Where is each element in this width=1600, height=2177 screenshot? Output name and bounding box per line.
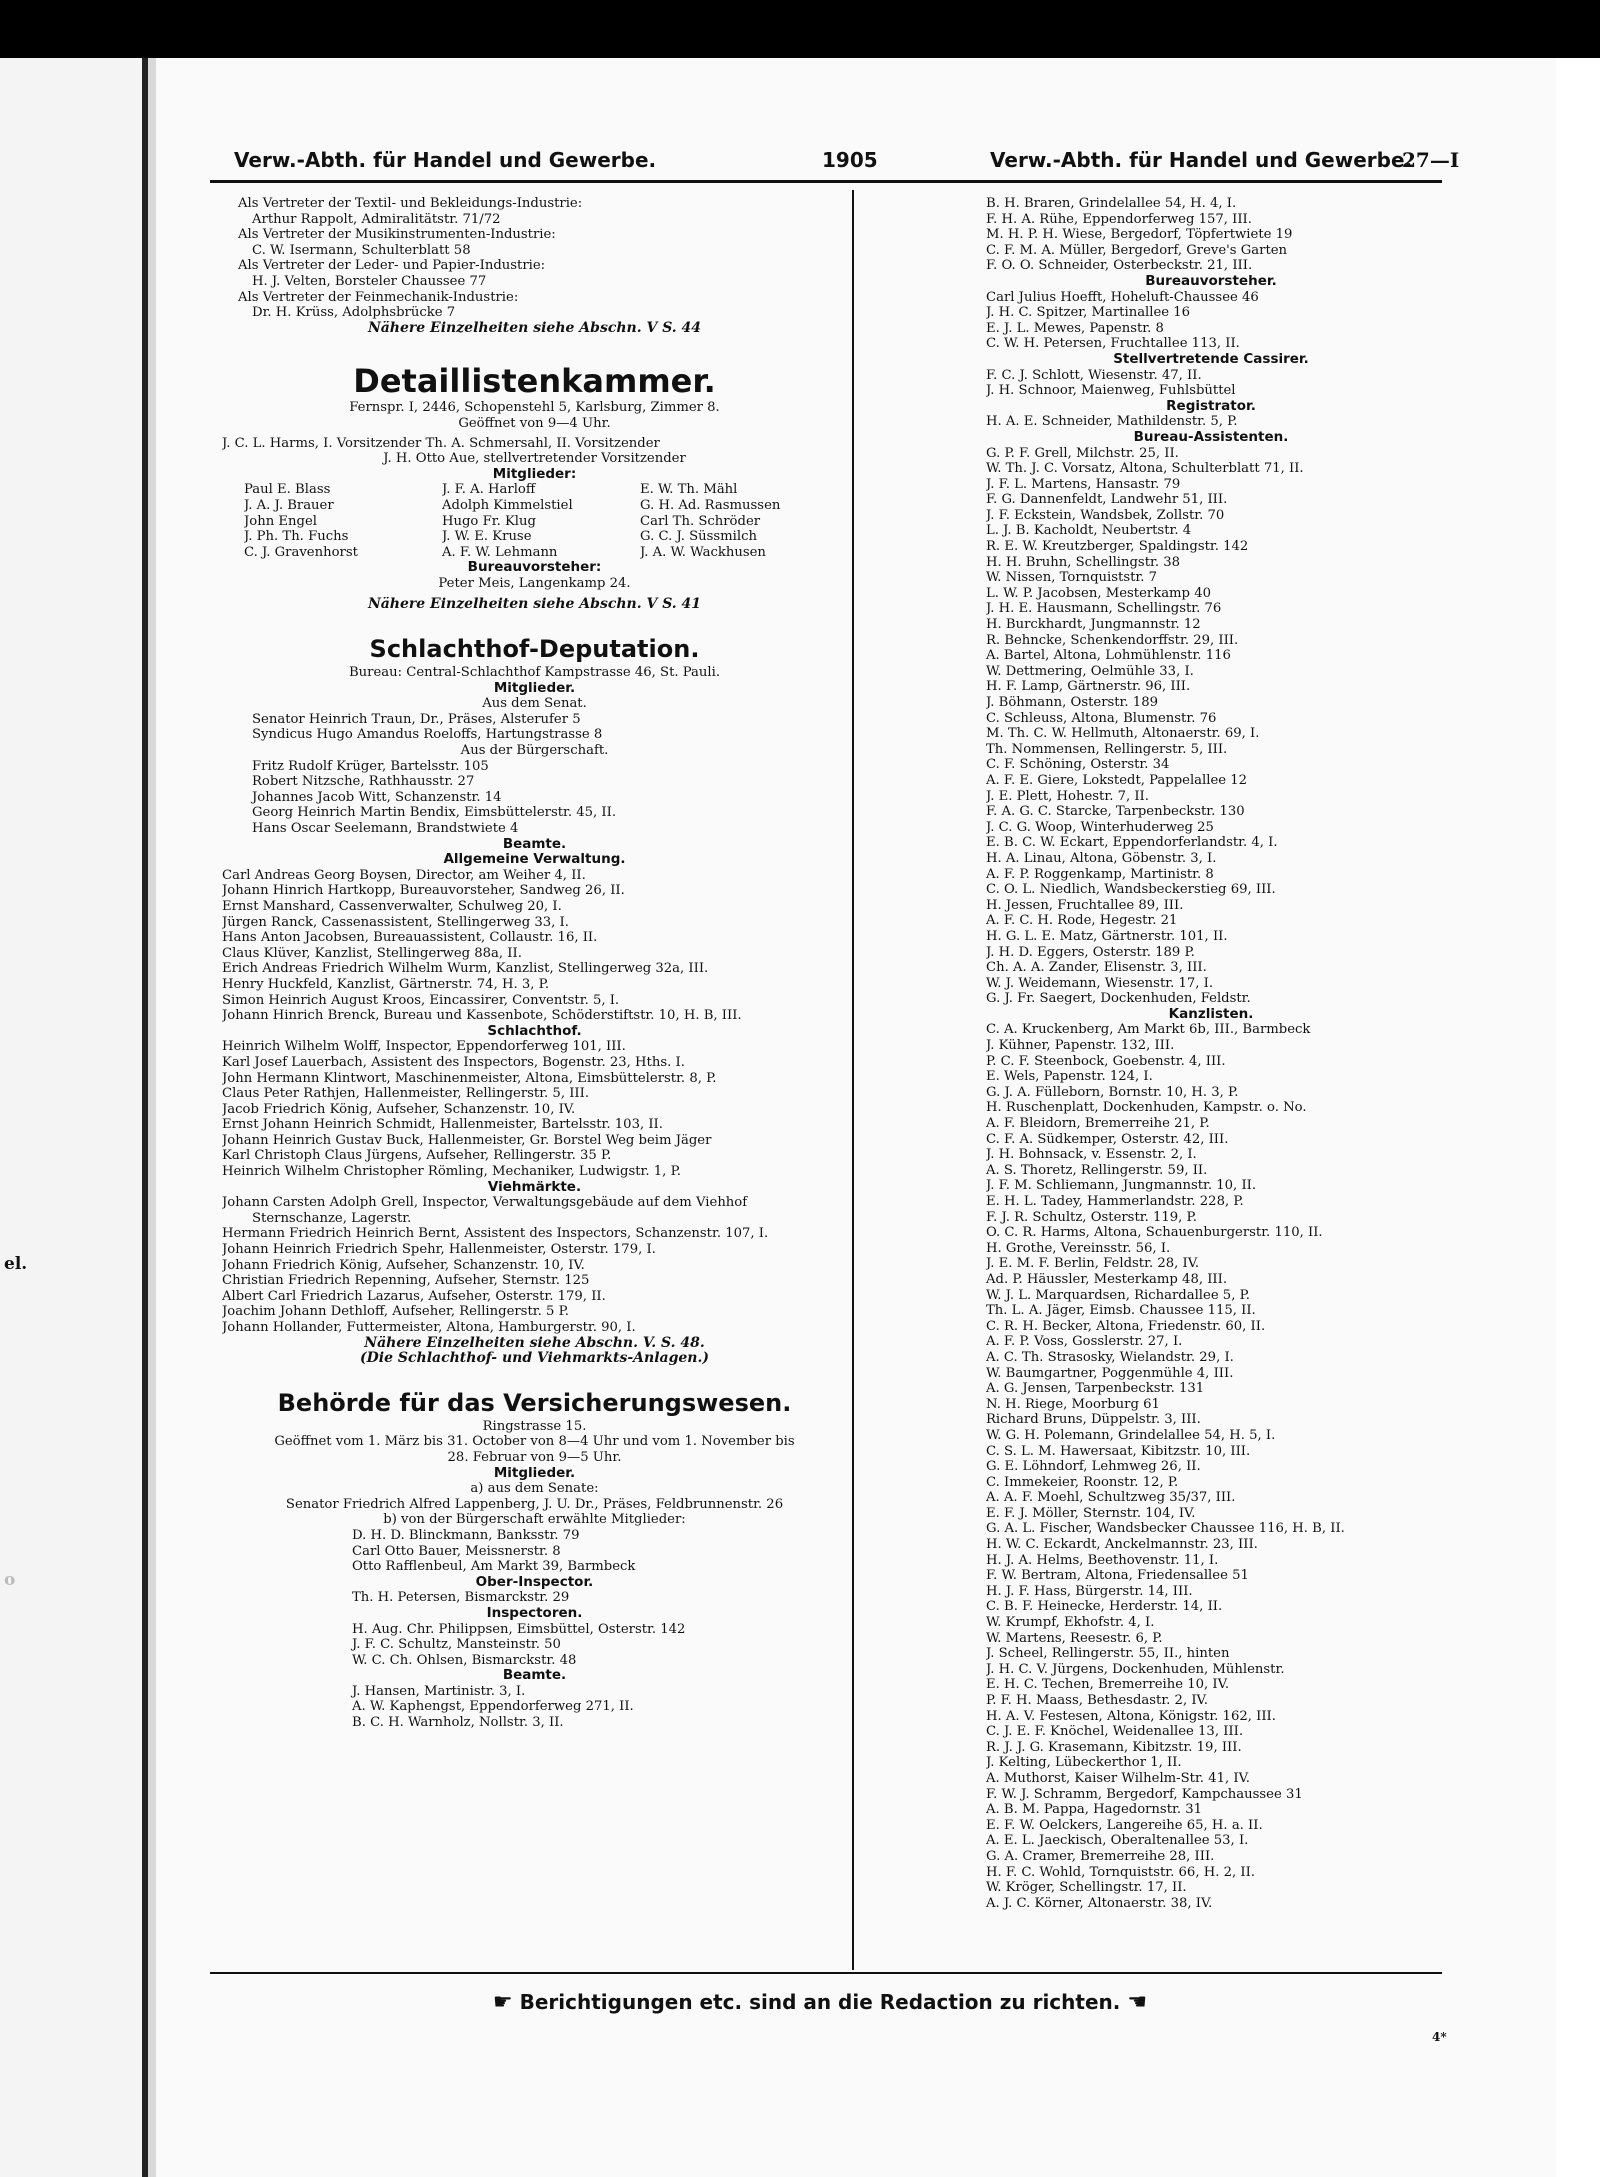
staff-entry: R. Behncke, Schenkendorffstr. 29, III. (986, 632, 1239, 648)
staff-entry: E. F. J. Möller, Sternstr. 104, IV. (986, 1505, 1196, 1521)
staff-entry: W. Kröger, Schellingstr. 17, II. (986, 1880, 1187, 1896)
bureau-address: Bureau: Central-Schlachthof Kampstrasse 46, St. Pauli. (348, 665, 721, 681)
staff-entry: A. F. C. H. Rode, Hegestr. 21 (986, 913, 1178, 929)
staff-entry: W. G. H. Polemann, Grindelallee 54, H. 5, I. (986, 1427, 1276, 1443)
subheading-schlachthof: Schlachthof. (487, 1023, 582, 1039)
staff-entry: Sternschanze, Lagerstr. (252, 1210, 412, 1226)
staff-entry: C. O. L. Niedlich, Wandsbeckerstieg 69, III. (986, 882, 1276, 898)
member-entry: Fritz Rudolf Krüger, Bartelsstr. 105 (252, 758, 489, 774)
staff-entry: A. A. F. Moehl, Schultzweg 35/37, III. (986, 1490, 1236, 1506)
staff-entry: J. H. D. Eggers, Osterstr. 189 P. (986, 944, 1195, 960)
subheading-cassirer: Stellvertretende Cassirer. (1113, 351, 1309, 367)
staff-entry: Hermann Friedrich Heinrich Bernt, Assistent des Inspectors, Schanzenstr. 107, I. (222, 1226, 769, 1242)
staff-entry: H. W. C. Eckardt, Anckelmannstr. 23, III. (986, 1537, 1258, 1553)
subheading-senat: Aus dem Senat. (482, 696, 587, 712)
member-name: Paul E. Blass (244, 482, 331, 498)
staff-entry: C. Schleuss, Altona, Blumenstr. 76 (986, 710, 1217, 726)
member-name: G. C. J. Süssmilch (640, 529, 757, 545)
staff-entry: Karl Josef Lauerbach, Assistent des Inspectors, Bogenstr. 23, Hths. I. (222, 1054, 685, 1070)
staff-entry: Johann Hinrich Brenck, Bureau und Kassenbote, Schöderstiftstr. 10, H. B, III. (222, 1008, 742, 1024)
staff-entry: C. F. M. A. Müller, Bergedorf, Greve's Garten (986, 242, 1288, 258)
subheading-ober-inspector: Ober-Inspector. (475, 1574, 594, 1590)
member-name: J. A. W. Wackhusen (640, 544, 766, 560)
subheading-kanzlisten: Kanzlisten. (1168, 1006, 1254, 1022)
column-divider (852, 190, 854, 1970)
staff-entry: H. Burckhardt, Jungmannstr. 12 (986, 617, 1201, 633)
staff-entry: Th. L. A. Jäger, Eimsb. Chaussee 115, II. (986, 1303, 1256, 1319)
vertreter-line: Als Vertreter der Textil- und Bekleidungs-Industrie: (238, 196, 583, 211)
member-grid (222, 482, 847, 560)
office-hours: Geöffnet vom 1. März bis 31. October von 8—4 Uhr und vom 1. November bis (274, 1434, 795, 1450)
member-name: J. A. J. Brauer (244, 497, 334, 513)
section-title-schlachthof: Schlachthof-Deputation. (369, 635, 700, 664)
staff-entry: P. F. H. Maass, Bethesdastr. 2, IV. (986, 1693, 1208, 1708)
staff-entry: G. P. F. Grell, Milchstr. 25, II. (986, 445, 1179, 461)
staff-entry: J. Böhmann, Osterstr. 189 (986, 695, 1158, 710)
staff-entry: C. F. Schöning, Osterstr. 34 (986, 757, 1170, 773)
subheading-mitglieder: Mitglieder: (492, 466, 577, 482)
staff-entry: C. Immekeier, Roonstr. 12, P. (986, 1474, 1179, 1490)
subheading-buergerschaft: Aus der Bürgerschaft. (460, 743, 609, 759)
staff-entry: F. W. Bertram, Altona, Friedensallee 51 (986, 1568, 1249, 1584)
staff-entry: E. J. L. Mewes, Papenstr. 8 (986, 320, 1164, 336)
staff-entry: W. Dettmering, Oelmühle 33, I. (986, 663, 1194, 679)
member-name: J. W. E. Kruse (442, 529, 532, 545)
header-rule (210, 180, 1442, 183)
vertreter-name: H. J. Velten, Borsteler Chaussee 77 (252, 273, 487, 289)
staff-entry: F. C. J. Schlott, Wiesenstr. 47, II. (986, 367, 1202, 383)
staff-entry: H. H. Bruhn, Schellingstr. 38 (986, 554, 1181, 570)
member-name: Hugo Fr. Klug (442, 513, 536, 529)
staff-entry: Johann Heinrich Friedrich Spehr, Hallenmeister, Osterstr. 179, I. (222, 1242, 656, 1258)
member-entry: Senator Friedrich Alfred Lappenberg, J. U. Dr., Präses, Feldbrunnenstr. 26 (285, 1496, 784, 1512)
right-top-list (986, 196, 1436, 274)
staff-entry: Christian Friedrich Repenning, Aufseher, Sternstr. 125 (222, 1273, 590, 1289)
staff-entry: W. Baumgartner, Poggenmühle 4, III. (986, 1365, 1234, 1381)
scan-border-right (1556, 58, 1600, 2177)
staff-entry: Carl Andreas Georg Boysen, Director, am Weiher 4, II. (222, 867, 586, 883)
member-name: A. F. W. Lehmann (442, 544, 558, 560)
staff-entry: E. H. L. Tadey, Hammerlandstr. 228, P. (986, 1194, 1244, 1209)
staff-entry: A. F. P. Roggenkamp, Martinistr. 8 (986, 866, 1214, 882)
staff-entry: J. C. G. Woop, Winterhuderweg 25 (986, 819, 1214, 835)
footer-notice (200, 1990, 1440, 2015)
staff-entry: C. A. Kruckenberg, Am Markt 6b, III., Barmbeck (986, 1022, 1311, 1038)
footer-rule (210, 1972, 1442, 1974)
kanzlisten-list (986, 1022, 1436, 1911)
running-header (210, 148, 1460, 176)
pointing-hand-icon: ☛ (492, 1990, 513, 2015)
staff-entry: J. H. C. Spitzer, Martinallee 16 (986, 305, 1191, 321)
staff-entry: F. W. J. Schramm, Bergedorf, Kampchaussee 31 (986, 1786, 1303, 1802)
staff-entry: A. S. Thoretz, Rellingerstr. 59, II. (986, 1162, 1208, 1178)
staff-entry: J. F. M. Schliemann, Jungmannstr. 10, II. (986, 1178, 1257, 1194)
member-name: G. H. Ad. Rasmussen (640, 497, 781, 513)
header-year: 1905 (822, 148, 878, 172)
subheading-buergerschaft: b) von der Bürgerschaft erwählte Mitglieder: (383, 1512, 686, 1528)
staff-entry: H. J. F. Hass, Bürgerstr. 14, III. (986, 1583, 1193, 1599)
staff-entry: F. A. G. C. Starcke, Tarpenbeckstr. 130 (986, 804, 1245, 820)
staff-entry: Ernst Manshard, Cassenverwalter, Schulweg 20, I. (222, 898, 562, 914)
adjacent-page-fragment: o (4, 1570, 16, 1590)
staff-entry: W. J. Weidemann, Wiesenstr. 17, I. (986, 975, 1214, 991)
member-entry: Otto Rafflenbeul, Am Markt 39, Barmbeck (352, 1559, 636, 1575)
staff-entry: W. Martens, Reesestr. 6, P. (986, 1630, 1163, 1646)
member-name: Carl Th. Schröder (640, 513, 761, 529)
member-name: J. F. A. Harloff (442, 482, 536, 498)
staff-entry: R. J. J. G. Krasemann, Kibitzstr. 19, III. (986, 1739, 1242, 1755)
staff-entry: Ad. P. Häussler, Mesterkamp 48, III. (986, 1271, 1228, 1287)
staff-entry: Johann Friedrich König, Aufseher, Schanzenstr. 10, IV. (222, 1257, 585, 1273)
staff-entry: A. W. Kaphengst, Eppendorferweg 271, II. (352, 1699, 634, 1715)
staff-entry: E. H. C. Techen, Bremerreihe 10, IV. (986, 1677, 1230, 1693)
subheading-beamte: Beamte. (502, 836, 567, 852)
pointing-hand-icon: ☚ (1127, 1990, 1148, 2015)
staff-entry: C. S. L. M. Hawersaat, Kibitzstr. 10, III. (986, 1443, 1251, 1459)
member-name: C. J. Gravenhorst (244, 544, 358, 560)
right-column (986, 196, 1436, 1911)
staff-entry: A. J. C. Körner, Altonaerstr. 38, IV. (986, 1895, 1213, 1911)
staff-entry: J. E. Plett, Hohestr. 7, II. (986, 788, 1149, 804)
staff-entry: R. E. W. Kreutzberger, Spaldingstr. 142 (986, 539, 1249, 555)
staff-entry: C. R. H. Becker, Altona, Friedenstr. 60, II. (986, 1318, 1266, 1334)
staff-entry: P. C. F. Steenbock, Goebenstr. 4, III. (986, 1053, 1226, 1069)
subheading-inspectoren: Inspectoren. (486, 1605, 583, 1621)
staff-entry: J. F. Eckstein, Wandsbek, Zollstr. 70 (986, 507, 1225, 523)
scan-border-top (0, 0, 1600, 58)
staff-entry: Claus Peter Rathjen, Hallenmeister, Rellingerstr. 5, III. (222, 1086, 590, 1102)
adjacent-page-fragment: el. (4, 1254, 28, 1274)
staff-entry: Heinrich Wilhelm Wolff, Inspector, Eppendorferweg 101, III. (222, 1039, 626, 1055)
staff-entry: F. G. Dannenfeldt, Landwehr 51, III. (986, 492, 1228, 508)
staff-entry: G. A. Cramer, Bremerreihe 28, III. (986, 1848, 1215, 1864)
staff-entry: J. Hansen, Martinistr. 3, I. (352, 1683, 526, 1699)
staff-entry: H. G. L. E. Matz, Gärtnerstr. 101, II. (986, 928, 1228, 944)
staff-entry: C. B. F. Heinecke, Herderstr. 14, II. (986, 1599, 1223, 1615)
staff-entry: Joachim Johann Dethloff, Aufseher, Rellingerstr. 5 P. (222, 1304, 569, 1320)
staff-entry: G. J. A. Fülleborn, Bornstr. 10, H. 3, P. (986, 1084, 1239, 1100)
staff-entry: Hans Anton Jacobsen, Bureauassistent, Collaustr. 16, II. (222, 930, 598, 946)
staff-entry: B. H. Braren, Grindelallee 54, H. 4, I. (986, 196, 1237, 211)
section-title-versicherungswesen: Behörde für das Versicherungswesen. (277, 1388, 792, 1417)
page-number: 27—I (1402, 148, 1460, 172)
staff-entry: A. Muthorst, Kaiser Wilhelm-Str. 41, IV. (986, 1770, 1250, 1786)
staff-entry: Johann Hollander, Futtermeister, Altona, Hamburgerstr. 90, I. (222, 1320, 636, 1335)
member-entry: Georg Heinrich Martin Bendix, Eimsbüttelerstr. 45, II. (252, 805, 617, 821)
staff-entry: A. E. L. Jaeckisch, Oberaltenallee 53, I. (986, 1833, 1249, 1849)
member-entry: Robert Nitzsche, Rathhausstr. 27 (252, 774, 475, 790)
staff-entry: O. C. R. Harms, Altona, Schauenburgerstr. 110, II. (986, 1225, 1323, 1241)
member-entry: Syndicus Hugo Amandus Roeloffs, Hartungstrasse 8 (252, 727, 603, 743)
office-hours: 28. Februar von 9—5 Uhr. (447, 1449, 622, 1465)
section-title-detaillistenkammer: Detaillistenkammer. (353, 362, 716, 401)
vertreter-line: Als Vertreter der Musikinstrumenten-Industrie: (238, 227, 556, 243)
vertreter-name: Dr. H. Krüss, Adolphsbrücke 7 (252, 305, 456, 321)
chair-line: J. C. L. Harms, I. Vorsitzender Th. A. Schmersahl, II. Vorsitzender (222, 435, 660, 451)
staff-entry: J. Scheel, Rellingerstr. 55, II., hinten (986, 1646, 1230, 1662)
staff-entry: J. H. E. Hausmann, Schellingstr. 76 (986, 601, 1222, 617)
page-marker: 4* (1432, 2030, 1447, 2044)
staff-entry: A. Bartel, Altona, Lohmühlenstr. 116 (986, 648, 1231, 664)
staff-entry: H. F. C. Wohld, Tornquiststr. 66, H. 2, II. (986, 1864, 1255, 1880)
chair-line: J. H. Otto Aue, stellvertretender Vorsitzender (383, 451, 686, 467)
staff-entry: A. F. P. Voss, Gosslerstr. 27, I. (986, 1334, 1183, 1350)
staff-entry: L. J. B. Kacholdt, Neubertstr. 4 (986, 523, 1192, 539)
staff-entry: Johann Carsten Adolph Grell, Inspector, Verwaltungsgebäude auf dem Viehhof (222, 1195, 748, 1211)
vertreter-line: Als Vertreter der Feinmechanik-Industrie: (238, 289, 519, 305)
staff-entry: J. E. M. F. Berlin, Feldstr. 28, IV. (986, 1256, 1200, 1272)
member-entry: Carl Otto Bauer, Meissnerstr. 8 (352, 1543, 561, 1559)
member-name: E. W. Th. Mähl (640, 482, 738, 498)
staff-entry: E. F. W. Oelckers, Langereihe 65, H. a. II. (986, 1817, 1263, 1833)
staff-entry: H. J. A. Helms, Beethovenstr. 11, I. (986, 1552, 1219, 1568)
vertreter-line: Als Vertreter der Leder- und Papier-Industrie: (238, 258, 546, 274)
staff-entry: Albert Carl Friedrich Lazarus, Aufseher, Osterstr. 179, II. (222, 1288, 606, 1304)
staff-entry: E. Wels, Papenstr. 124, I. (986, 1069, 1153, 1085)
staff-entry: W. Nissen, Tornquiststr. 7 (986, 570, 1158, 586)
bureau-name: Peter Meis, Langenkamp 24. (438, 575, 631, 591)
subheading-viehmaerkte: Viehmärkte. (487, 1179, 582, 1195)
member-name: J. Ph. Th. Fuchs (244, 529, 349, 545)
staff-entry: N. H. Riege, Moorburg 61 (986, 1396, 1160, 1412)
staff-entry: Henry Huckfeld, Kanzlist, Gärtnerstr. 74, H. 3, P. (222, 976, 550, 992)
section-reference: Nähere Einzelheiten siehe Abschn. V S. 44 (367, 320, 702, 336)
subheading-bureau-assistenten: Bureau-Assistenten. (1133, 429, 1289, 445)
staff-entry: Erich Andreas Friedrich Wilhelm Wurm, Kanzlist, Stellingerweg 32a, III. (222, 961, 709, 977)
staff-entry: Heinrich Wilhelm Christopher Römling, Mechaniker, Ludwigstr. 1, P. (222, 1164, 681, 1180)
page-fold (142, 58, 148, 2177)
staff-entry: Simon Heinrich August Kroos, Eincassirer, Conventstr. 5, I. (222, 992, 620, 1008)
staff-entry: W. C. Ch. Ohlsen, Bismarckstr. 48 (352, 1652, 577, 1668)
staff-entry: Jacob Friedrich König, Aufseher, Schanzenstr. 10, IV. (222, 1101, 576, 1117)
staff-entry: B. C. H. Warnholz, Nollstr. 3, II. (352, 1715, 564, 1731)
section-reference: Nähere Einzelheiten siehe Abschn. V S. 41 (367, 597, 702, 613)
subheading-mitglieder: Mitglieder. (493, 680, 576, 696)
member-entry: Hans Oscar Seelemann, Brandstwiete 4 (252, 821, 519, 836)
staff-entry: Karl Christoph Claus Jürgens, Aufseher, Rellingerstr. 35 P. (222, 1148, 612, 1164)
staff-entry: J. Kelting, Lübeckerthor 1, II. (986, 1755, 1182, 1771)
section-reference: Nähere Einzelheiten siehe Abschn. V. S. 48. (364, 1335, 705, 1351)
member-name: John Engel (244, 513, 317, 529)
staff-entry: Richard Bruns, Düppelstr. 3, III. (986, 1412, 1201, 1428)
assistenten-list (986, 446, 1436, 1007)
staff-entry: Ch. A. A. Zander, Elisenstr. 3, III. (986, 960, 1207, 976)
member-name: Adolph Kimmelstiel (442, 497, 573, 513)
left-column (222, 196, 847, 1731)
subheading-registrator: Registrator. (1166, 398, 1256, 414)
staff-entry: Th. Nommensen, Rellingerstr. 5, III. (986, 741, 1228, 757)
staff-entry: A. F. E. Giere, Lokstedt, Pappelallee 12 (986, 772, 1248, 788)
staff-entry: C. J. E. F. Knöchel, Weidenallee 13, III. (986, 1724, 1244, 1740)
subheading-bureauvorsteher: Bureauvorsteher: (467, 560, 602, 576)
staff-entry: F. J. R. Schultz, Osterstr. 119, P. (986, 1209, 1197, 1225)
staff-entry: H. A. Linau, Altona, Göbenstr. 3, I. (986, 850, 1217, 866)
staff-entry: H. Jessen, Fruchtallee 89, III. (986, 897, 1184, 913)
staff-entry: Carl Julius Hoefft, Hoheluft-Chaussee 46 (986, 289, 1259, 305)
staff-entry: W. Krumpf, Ekhofstr. 4, I. (986, 1615, 1155, 1631)
section-reference: (Die Schlachthof- und Viehmarkts-Anlagen.) (360, 1351, 709, 1367)
staff-entry: F. H. A. Rühe, Eppendorferweg 157, III. (986, 211, 1252, 227)
staff-entry: J. Kühner, Papenstr. 132, III. (986, 1038, 1175, 1054)
member-entry: D. H. D. Blinckmann, Banksstr. 79 (352, 1527, 580, 1543)
office-address: Ringstrasse 15. (482, 1418, 587, 1434)
staff-entry: Johann Hinrich Hartkopp, Bureauvorsteher, Sandweg 26, II. (222, 883, 625, 899)
staff-entry: C. W. H. Petersen, Fruchtallee 113, II. (986, 336, 1240, 352)
subheading-mitglieder: Mitglieder. (493, 1465, 576, 1481)
staff-entry: L. W. P. Jacobsen, Mesterkamp 40 (986, 585, 1211, 601)
staff-entry: G. E. Löhndorf, Lehmweg 26, II. (986, 1459, 1201, 1475)
staff-entry: H. A. V. Festesen, Altona, Königstr. 162, III. (986, 1708, 1276, 1724)
staff-entry: Ernst Johann Heinrich Schmidt, Hallenmeister, Bartelsstr. 103, II. (222, 1117, 663, 1133)
staff-entry: Th. H. Petersen, Bismarckstr. 29 (352, 1590, 570, 1606)
header-left: Verw.-Abth. für Handel und Gewerbe. (234, 148, 657, 172)
subheading-senat: a) aus dem Senate: (470, 1481, 599, 1497)
staff-entry: J. F. C. Schultz, Mansteinstr. 50 (352, 1637, 561, 1653)
staff-entry: A. G. Jensen, Tarpenbeckstr. 131 (986, 1381, 1205, 1397)
staff-entry: H. A. E. Schneider, Mathildenstr. 5, P. (986, 414, 1238, 430)
staff-entry: H. Grothe, Vereinsstr. 56, I. (986, 1240, 1171, 1256)
staff-entry: C. F. A. Südkemper, Osterstr. 42, III. (986, 1131, 1229, 1147)
adjacent-page-edge (0, 58, 148, 2177)
subheading-verwaltung: Allgemeine Verwaltung. (443, 852, 626, 868)
staff-entry: Claus Klüver, Kanzlist, Stellingerweg 88a, II. (222, 945, 522, 961)
staff-entry: E. B. C. W. Eckart, Eppendorferlandstr. 4, I. (986, 835, 1278, 851)
subheading-bureauvorsteher: Bureauvorsteher. (1145, 273, 1277, 289)
staff-entry: F. O. O. Schneider, Osterbeckstr. 21, III. (986, 258, 1253, 274)
staff-entry: G. J. Fr. Saegert, Dockenhuden, Feldstr. (986, 991, 1251, 1007)
staff-entry: M. Th. C. W. Hellmuth, Altonaerstr. 69, I. (986, 726, 1260, 742)
staff-entry: H. F. Lamp, Gärtnerstr. 96, III. (986, 679, 1191, 695)
staff-entry: H. Ruschenplatt, Dockenhuden, Kampstr. o. No. (986, 1100, 1307, 1116)
header-right: Verw.-Abth. für Handel und Gewerbe. (990, 148, 1413, 172)
staff-entry: J. H. Bohnsack, v. Essenstr. 2, I. (986, 1147, 1197, 1163)
staff-entry: Jürgen Ranck, Cassenassistent, Stellingerweg 33, I. (222, 914, 569, 930)
vertreter-name: C. W. Isermann, Schulterblatt 58 (252, 242, 471, 258)
staff-entry: J. F. L. Martens, Hansastr. 79 (986, 476, 1181, 492)
staff-entry: Johann Heinrich Gustav Buck, Hallenmeister, Gr. Borstel Weg beim Jäger (222, 1132, 712, 1148)
staff-entry: M. H. P. H. Wiese, Bergedorf, Töpfertwiete 19 (986, 227, 1293, 243)
office-info: Fernspr. I, 2446, Schopenstehl 5, Karlsburg, Zimmer 8. (349, 400, 720, 416)
office-hours: Geöffnet von 9—4 Uhr. (458, 415, 611, 431)
staff-entry: John Hermann Klintwort, Maschinenmeister, Altona, Eimsbüttelerstr. 8, P. (222, 1070, 717, 1086)
staff-entry: W. Th. J. C. Vorsatz, Altona, Schulterblatt 71, II. (986, 461, 1304, 477)
staff-entry: G. A. L. Fischer, Wandsbecker Chaussee 116, H. B, II. (986, 1521, 1345, 1537)
subheading-beamte: Beamte. (502, 1668, 567, 1684)
staff-entry: A. F. Bleidorn, Bremerreihe 21, P. (986, 1116, 1210, 1132)
member-entry: Senator Heinrich Traun, Dr., Präses, Alsterufer 5 (252, 711, 581, 727)
staff-entry: W. J. L. Marquardsen, Richardallee 5, P. (986, 1287, 1250, 1303)
staff-entry: A. B. M. Pappa, Hagedornstr. 31 (986, 1802, 1203, 1818)
staff-entry: A. C. Th. Strasosky, Wielandstr. 29, I. (986, 1349, 1234, 1365)
vertreter-name: Arthur Rappolt, Admiralitätstr. 71/72 (252, 211, 501, 227)
staff-entry: J. H. Schnoor, Maienweg, Fuhlsbüttel (986, 383, 1236, 399)
footer-text: Berichtigungen etc. sind an die Redaction zu richten. (519, 1990, 1121, 2014)
staff-entry: J. H. C. V. Jürgens, Dockenhuden, Mühlenstr. (986, 1661, 1285, 1677)
staff-entry: H. Aug. Chr. Philippsen, Eimsbüttel, Osterstr. 142 (352, 1621, 686, 1637)
member-entry: Johannes Jacob Witt, Schanzenstr. 14 (252, 789, 502, 805)
